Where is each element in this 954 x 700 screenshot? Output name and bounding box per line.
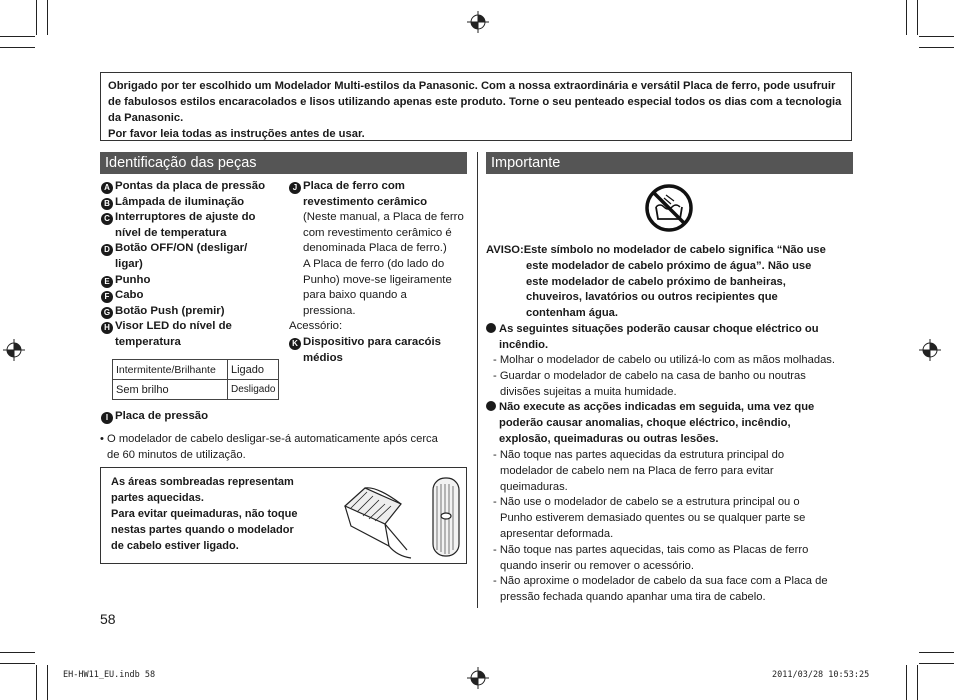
crop-mark [919,663,954,664]
led-status-table: Intermitente/Brilhante Ligado Sem brilho Desligado [112,359,279,400]
part-f: F Cabo [101,288,281,304]
part-g: G Botão Push (premir) [101,304,281,320]
section-heading-important: Importante [486,152,853,174]
bullet-dot-icon [486,401,496,411]
bullet-dot-icon [486,323,496,333]
crop-mark [0,36,35,37]
part-h: H Visor LED do nível de [101,319,281,335]
registration-mark-icon [467,667,489,689]
part-k: K Dispositivo para caracóis [289,335,469,351]
crop-mark [919,36,954,37]
crop-mark [36,665,37,700]
crop-mark [0,652,35,653]
registration-mark-icon [467,11,489,33]
heated-parts-warning-text: As áreas sombreadas representam partes aquecidas. Para evitar queimaduras, não toque nestas partes quando o modelador de cabelo estiver ligado. [111,476,298,552]
dash-list-1: - Molhar o modelador de cabelo ou utilizá-lo com as mãos molhadas. - Guardar o modelador de cabelo na casa de banho ou noutras divisões sujeitas a muita humidade. [493,354,836,398]
crop-mark [917,665,918,700]
parts-list-col2: J Placa de ferro com revestimento cerâmico (Neste manual, a Placa de ferro com revestimento cerâmico é denominada Placa de ferro.) A Placa de ferro (do lado do Punho) move-se ligeiramente para baixo quando a pressiona. Acessório: K Dispositivo para caracóis médios [289,179,469,366]
intro-box [100,72,852,141]
parts-list-col1: A Pontas da placa de pressão B Lâmpada de iluminação C Interruptores de ajuste do nível de temperatura D Botão OFF/ON (desligar/ ligar) E Punho F Cabo G Botão Push (premir) H Visor LED do nível de temperatura [101,179,281,351]
part-c: C Interruptores de ajuste do [101,210,281,226]
letter-f-icon: F [101,291,113,303]
section-heading-parts: Identificação das peças [100,152,467,174]
registration-mark-icon [3,339,25,361]
crop-mark [919,652,954,653]
part-i: I Placa de pressão [101,409,208,425]
crop-mark [917,0,918,35]
letter-d-icon: D [101,244,113,256]
bullet-shock-fire: As seguintes situações poderão causar choque eléctrico ou incêndio. [486,322,856,354]
letter-g-icon: G [101,307,113,319]
aviso-label: AVISO: [486,244,524,256]
no-water-symbol-icon [644,183,694,233]
intro-text: Obrigado por ter escolhido um Modelador Multi-estilos da Panasonic. Com a nossa extraordinária e versátil Placa de ferro, pode usufruir de fabulosos estilos encaracolados e lisos utilizando apenas este produto. Torne o seu penteado especial todos os dias com a tecnologia da Panasonic. [108,80,842,124]
accessory-label: Acessório: [289,320,343,333]
column-divider [477,152,478,608]
letter-c-icon: C [101,213,113,225]
letter-e-icon: E [101,276,113,288]
part-b: B Lâmpada de iluminação [101,195,281,211]
crop-mark [47,665,48,700]
crop-mark [919,47,954,48]
crop-mark [0,47,35,48]
crop-mark [47,0,48,35]
letter-b-icon: B [101,198,113,210]
footer-file-info: EH-HW11_EU.indb 58 [63,670,156,680]
crop-mark [906,665,907,700]
crop-mark [36,0,37,35]
part-e: E Punho [101,273,281,289]
letter-i-icon: I [101,412,113,424]
part-d: D Botão OFF/ON (desligar/ [101,241,281,257]
page-number: 58 [100,611,116,627]
auto-off-note: • O modelador de cabelo desligar-se-á automaticamente após cerca de 60 minutos de utilização. [100,433,438,461]
registration-mark-icon [919,339,941,361]
letter-h-icon: H [101,322,113,334]
crop-mark [0,663,35,664]
hair-iron-illustration-icon [337,476,465,562]
letter-k-icon: K [289,338,301,350]
letter-a-icon: A [101,182,113,194]
dash-list-2: - Não toque nas partes aquecidas da estrutura principal do modelador de cabelo nem na Placa de ferro para evitar queimaduras. - Não use o modelador de cabelo se a estrutura principal ou o Punho estiverem demasiado quentes ou se qualquer parte se apresentar deformada. - Não toque nas partes aquecidas, tais como as Placas de ferro quando inserir ou remover o acessório. - Não aproxime o modelador de cabelo da sua face com a Placa de pressão fechada quando apanhar uma tira de cabelo. [493,449,828,604]
read-instructions-note: Por favor leia todas as instruções antes de usar. [108,128,365,140]
heated-parts-warning-box [100,467,467,564]
crop-mark [906,0,907,35]
footer-timestamp: 2011/03/28 10:53:25 [772,670,870,680]
part-a: A Pontas da placa de pressão [101,179,281,195]
bullet-do-not: Não execute as acções indicadas em seguida, uma vez que poderão causar anomalias, choque eléctrico, incêndio, explosão, queimaduras ou outras lesões. [486,400,856,447]
letter-j-icon: J [289,182,301,194]
part-j: J Placa de ferro com [289,179,469,195]
aviso-block: AVISO:Este símbolo no modelador de cabelo significa “Não use este modelador de cabelo próximo de água”. Não use este modelador de cabelo próximo de banheiras, chuveiros, lavatórios ou outros recipientes que contenham água. [486,244,826,320]
